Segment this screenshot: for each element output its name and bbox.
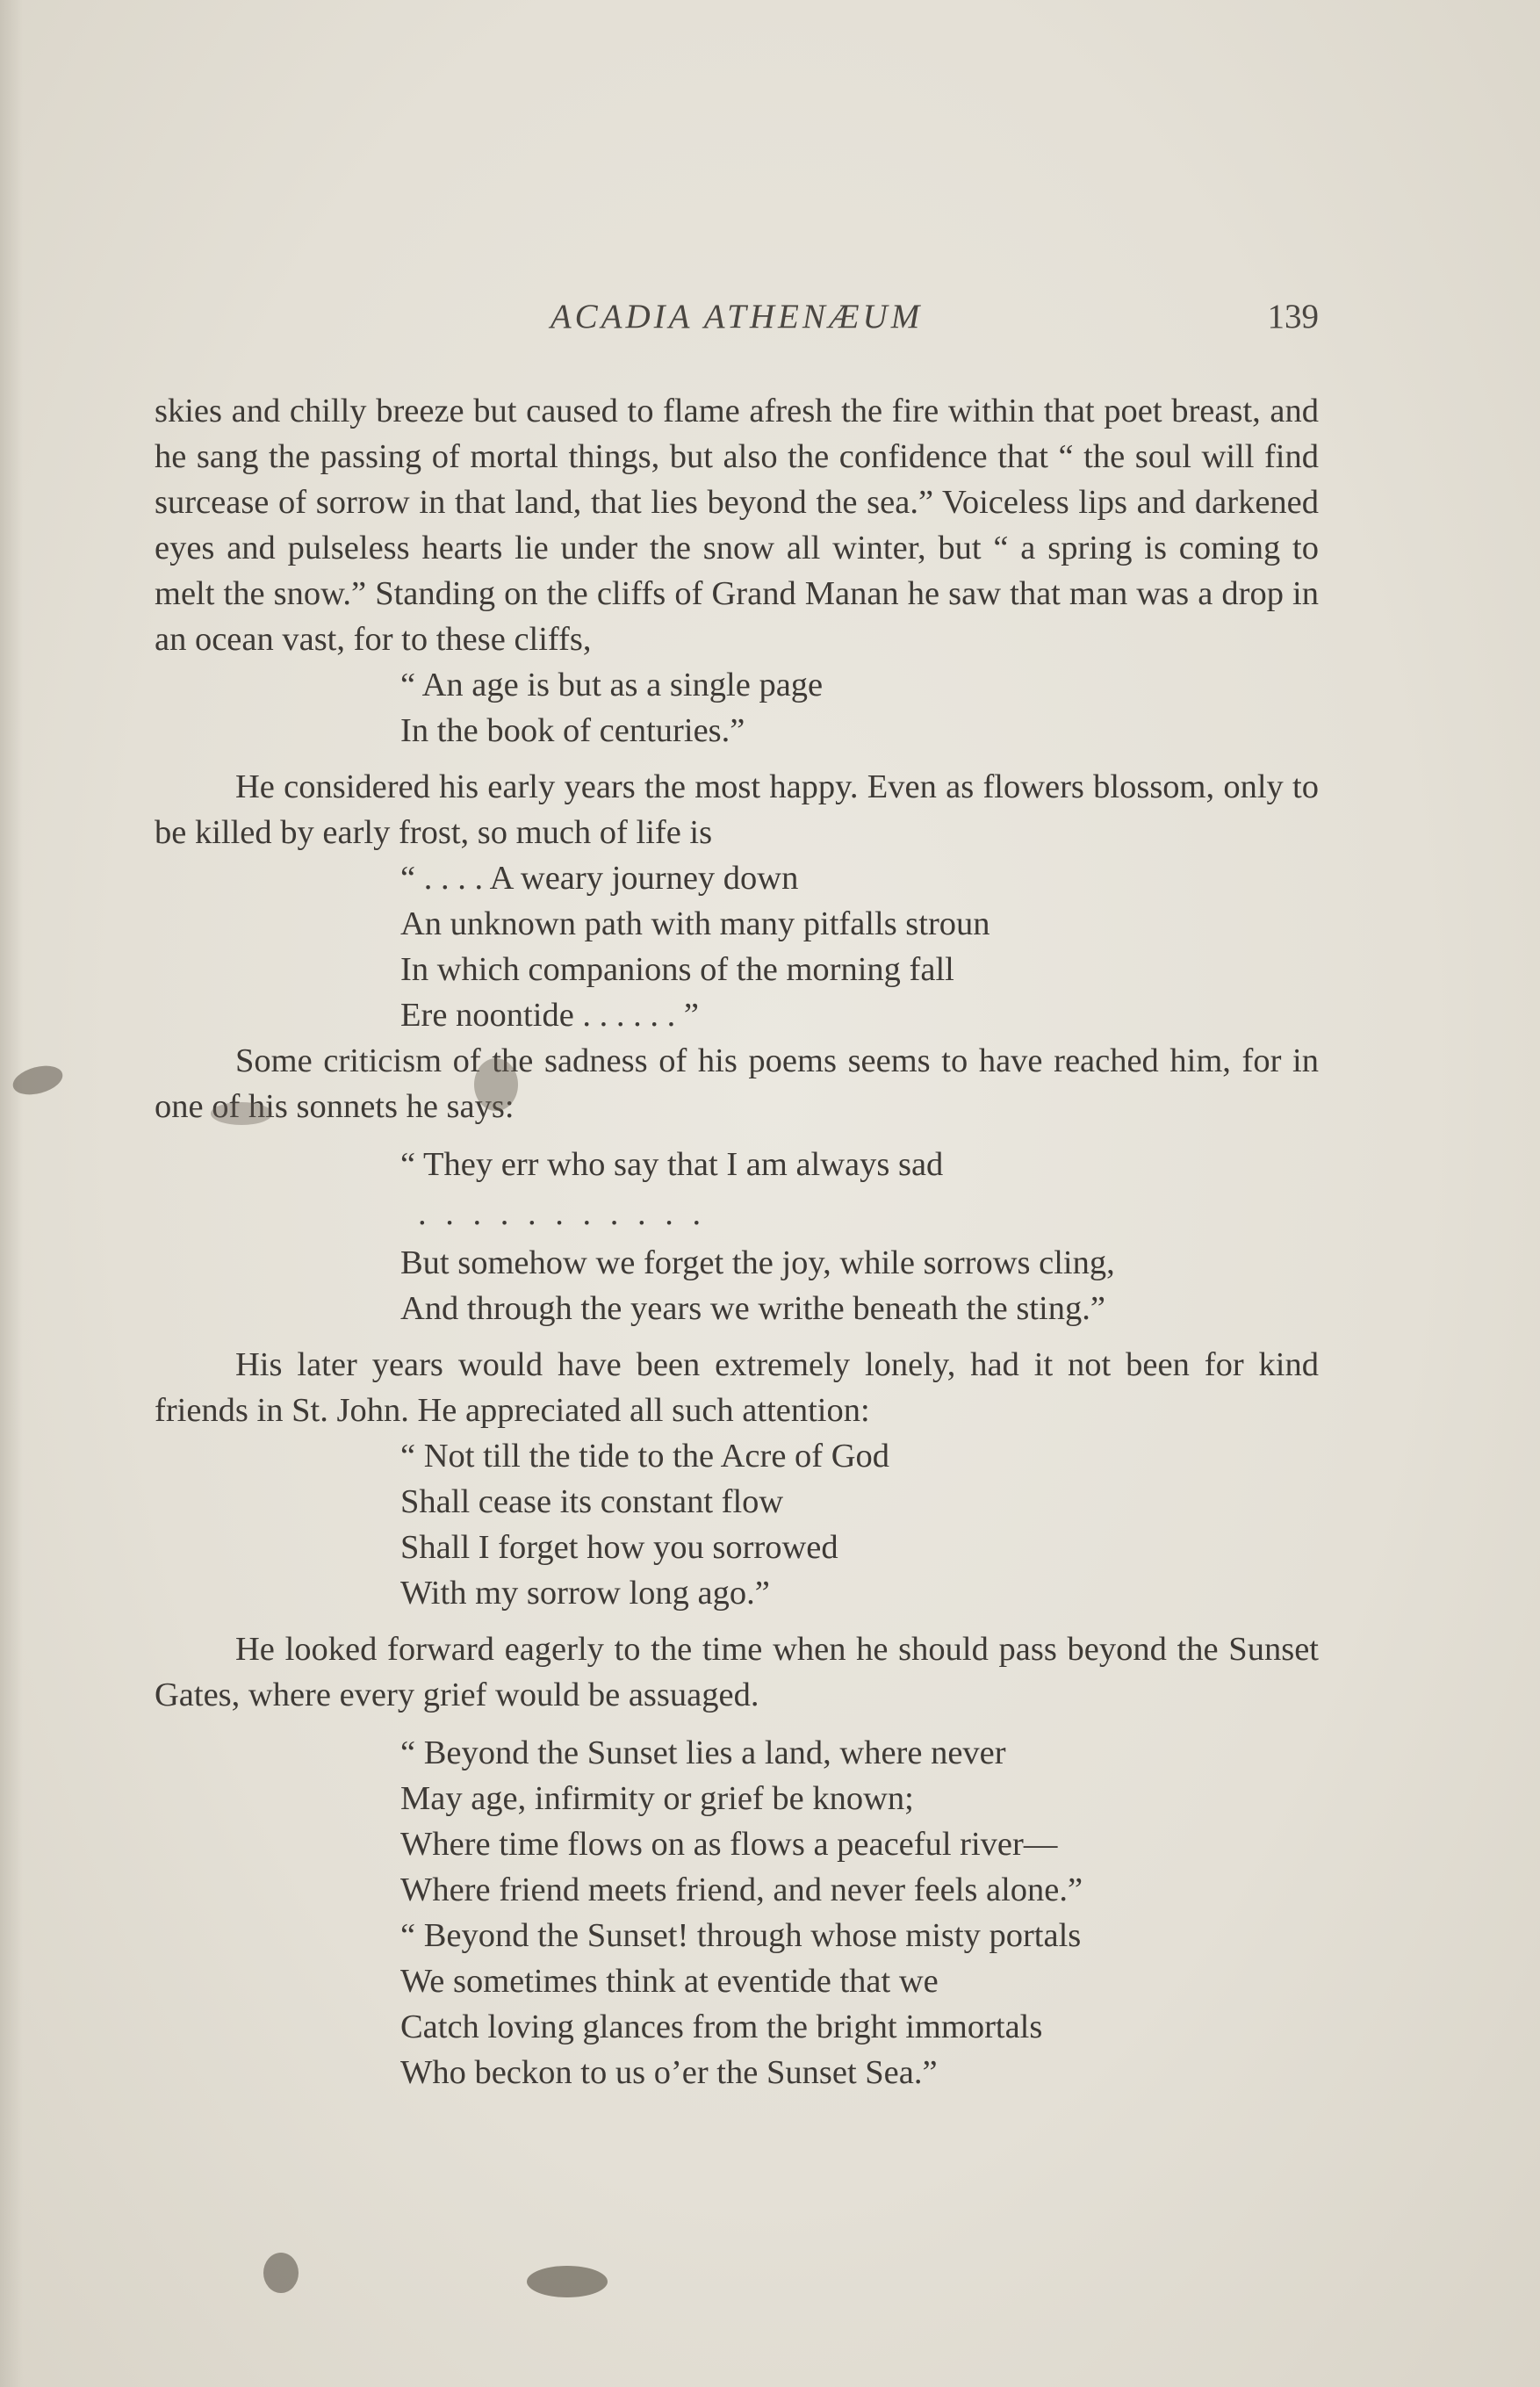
- binding-shadow: [0, 0, 23, 2387]
- body-text: [155, 388, 1319, 2095]
- paragraph-5: He looked forward eagerly to the time when he should pass beyond the Sunset Gates, where every grief would be assuaged.: [155, 1631, 1319, 1713]
- ink-stain: [527, 2266, 608, 2297]
- verse-line: And through the years we writhe beneath the sting.”: [400, 1290, 1105, 1327]
- verse-line: Where time flows on as flows a peaceful river—: [400, 1826, 1058, 1863]
- ink-stain: [263, 2253, 299, 2293]
- paragraph-2: He considered his early years the most happy. Even as flowers blossom, only to be killed by early frost, so much of life is: [155, 768, 1319, 851]
- verse-block-5: [155, 1730, 1319, 2095]
- verse-block-4: [155, 1433, 1319, 1616]
- ink-stain: [211, 1102, 272, 1125]
- paragraph-3: Some criticism of the sadness of his poems seems to have reached him, for in one of his sonnets he says:: [155, 1042, 1319, 1125]
- verse-line: “ They err who say that I am always sad: [400, 1146, 944, 1183]
- verse-line: “ Beyond the Sunset! through whose misty portals: [400, 1917, 1082, 1954]
- verse-line: With my sorrow long ago.”: [400, 1575, 770, 1612]
- verse-line: We sometimes think at eventide that we: [400, 1963, 939, 2000]
- paragraph-1: skies and chilly breeze but caused to flame afresh the fire within that poet breast, and he sang the passing of mortal things, but also the confidence that “ the soul will find surcease of sorrow in that land, that lies beyond the sea.” Voiceless lips and darkened eyes and pulseless hearts lie under the snow all winter, but “ a spring is coming to melt the snow.” Standing on the cliffs of Grand Manan he saw that man was a drop in an ocean vast, for to these cliffs,: [155, 393, 1319, 658]
- verse-block-3b: [155, 1240, 1319, 1331]
- verse-line: In which companions of the morning fall: [400, 951, 954, 988]
- verse-line: An unknown path with many pitfalls stroun: [400, 905, 990, 942]
- verse-line: “ An age is but as a single page: [400, 667, 824, 703]
- paragraph-4: His later years would have been extremely lonely, had it not been for kind friends in St. John. He appreciated all such attention:: [155, 1346, 1319, 1429]
- verse-block-3: [155, 1142, 1319, 1187]
- page-number: 139: [1267, 298, 1319, 335]
- verse-line: “ Not till the tide to the Acre of God: [400, 1438, 890, 1475]
- verse-line: “ . . . . A weary journey down: [400, 860, 799, 897]
- ink-stain: [474, 1058, 518, 1111]
- page-header: [155, 297, 1319, 350]
- verse-line: Shall I forget how you sorrowed: [400, 1529, 838, 1566]
- verse-block-2: [155, 855, 1319, 1038]
- verse-line: Shall cease its constant flow: [400, 1483, 784, 1520]
- verse-line: But somehow we forget the joy, while sorrows cling,: [400, 1244, 1115, 1281]
- verse-line: Ere noontide . . . . . . ”: [400, 997, 699, 1034]
- verse-line: Where friend meets friend, and never feels alone.”: [400, 1871, 1083, 1908]
- verse-ellipsis-row: . . . . . . . . . . .: [418, 1195, 707, 1232]
- verse-line: Who beckon to us o’er the Sunset Sea.”: [400, 2054, 938, 2091]
- verse-line: In the book of centuries.”: [400, 712, 745, 749]
- verse-line: May age, infirmity or grief be known;: [400, 1780, 914, 1817]
- running-title: ACADIA ATHENÆUM: [550, 298, 924, 335]
- verse-block-1: [155, 662, 1319, 754]
- verse-line: “ Beyond the Sunset lies a land, where never: [400, 1734, 1006, 1771]
- verse-line: Catch loving glances from the bright immortals: [400, 2008, 1043, 2045]
